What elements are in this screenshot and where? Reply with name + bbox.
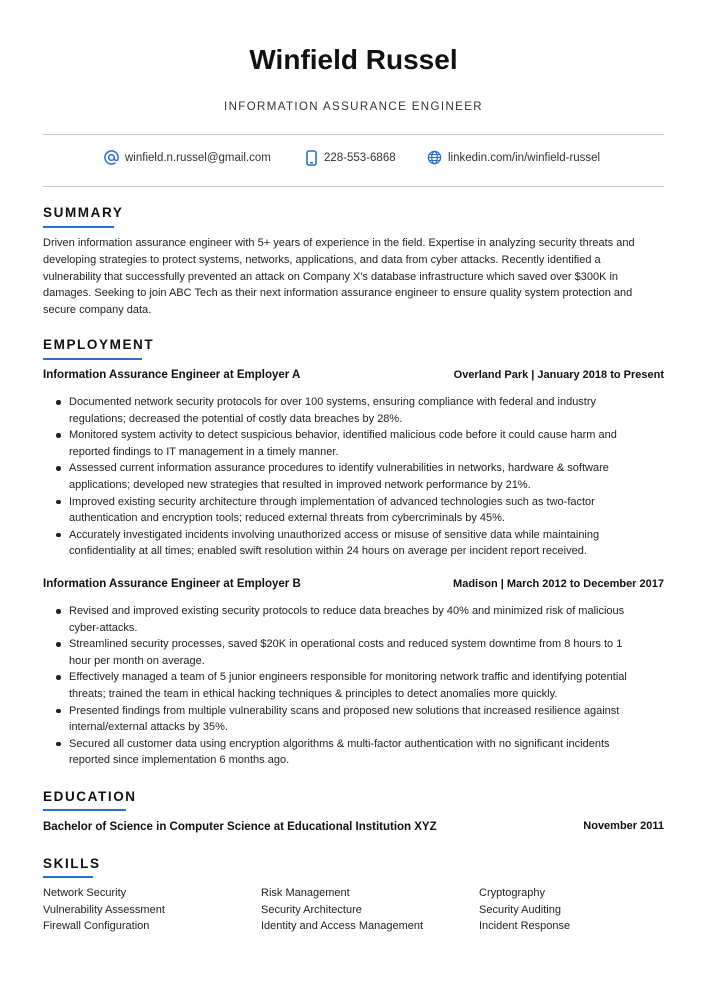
- job-title-heading: INFORMATION ASSURANCE ENGINEER: [223, 101, 484, 113]
- divider-contacts: [43, 186, 664, 187]
- summary-text: Driven information assurance engineer with 5+ years of experience in the field. Expertise in analyzing security threats and developing strategies to protect systems, networks, applications, and data from cyber attacks. Recently identified a vulnerability that successfully prevented an attack on Company X's database infrastructure which saved over $300K in damages. Seeking to join ABC Tech as their next information assurance engineer to ensure quality system protection and secure company data.: [43, 237, 635, 317]
- skill-item: Vulnerability Assessment: [43, 903, 165, 916]
- list-item: Improved existing security architecture through implementation of advanced technologies such as two-factor authentication and encryption tools; reduced external threats from cybercriminals by 45%.: [54, 494, 644, 527]
- skills-heading: SKILLS: [43, 856, 101, 871]
- list-item: Secured all customer data using encryption algorithms & multi-factor authentication with no significant incidents reported since implementation 6 months ago.: [54, 736, 644, 769]
- list-item: Documented network security protocols for over 100 systems, ensuring compliance with federal and industry regulations; decreased the potential of costly data breaches by 28%.: [54, 394, 644, 427]
- list-item: Effectively managed a team of 5 junior engineers responsible for monitoring network traffic and identifying potential threats; trained the team in ethical hacking techniques & principles to detect anomalies more quickly.: [54, 669, 644, 702]
- phone-icon: [305, 150, 318, 166]
- education-heading: EDUCATION: [43, 789, 137, 804]
- skill-item: Security Auditing: [479, 903, 561, 916]
- list-item: Monitored system activity to detect suspicious behavior, identified malicious code before it could cause harm and reported findings to IT management in a timely manner.: [54, 427, 644, 460]
- skill-item: Cryptography: [479, 887, 546, 899]
- skill-item: Firewall Configuration: [43, 920, 150, 933]
- employment-heading: EMPLOYMENT: [43, 337, 155, 352]
- skill-item: Network Security: [43, 887, 127, 899]
- phone-text: 228-553-6868: [324, 152, 396, 164]
- contact-email[interactable]: [104, 150, 271, 165]
- contact-linkedin[interactable]: [427, 150, 600, 165]
- divider-top: [43, 134, 664, 135]
- job-b-bullets: [54, 603, 644, 769]
- list-item: Presented findings from multiple vulnerability scans and proposed new solutions that increased resilience against internal/external attacks by 35%.: [54, 703, 644, 736]
- list-item: Streamlined security processes, saved $20K in operational costs and reduced system downtime from 8 hours to 1 hour per month on average.: [54, 636, 644, 669]
- skill-item: Identity and Access Management: [261, 920, 424, 933]
- job-a-bullets: [54, 394, 644, 560]
- employment-underline: [43, 358, 142, 360]
- education-date: November 2011: [583, 820, 664, 832]
- skill-item: Risk Management: [261, 887, 350, 899]
- list-item: Assessed current information assurance procedures to identify vulnerabilities in networks, hardware & software applications; developed new strategies that resulted in improved network performance by 21%.: [54, 460, 644, 493]
- email-text: winfield.n.russel@gmail.com: [125, 151, 271, 164]
- summary-heading: SUMMARY: [43, 205, 124, 220]
- list-item: Revised and improved existing security protocols to reduce data breaches by 40% and minimized risk of malicious cyber-attacks.: [54, 603, 644, 636]
- education-underline: [43, 809, 126, 811]
- candidate-name: Winfield Russel: [249, 44, 458, 75]
- skills-grid: [43, 885, 664, 935]
- job-meta-a: Overland Park | January 2018 to Present: [453, 369, 664, 381]
- summary-underline: [43, 226, 114, 228]
- contact-bar: [0, 150, 707, 170]
- linkedin-text: linkedin.com/in/winfield-russel: [448, 151, 601, 164]
- education-degree: Bachelor of Science in Computer Science at Educational Institution XYZ: [43, 821, 437, 833]
- skill-item: Incident Response: [479, 920, 571, 933]
- job-meta-b: Madison | March 2012 to December 2017: [453, 578, 664, 590]
- job-title-a: Information Assurance Engineer at Employer A: [43, 369, 301, 381]
- skill-item: Security Architecture: [261, 903, 362, 916]
- list-item: Accurately investigated incidents involving unauthorized access or misuse of sensitive data while maintaining confidentiality at all times; enabled swift resolution within 24 hours on average per incident report received.: [54, 527, 644, 560]
- globe-icon: [427, 150, 442, 165]
- contact-phone[interactable]: [305, 150, 396, 166]
- at-icon: [104, 150, 119, 165]
- job-title-b: Information Assurance Engineer at Employer B: [43, 578, 301, 590]
- skills-underline: [43, 876, 93, 878]
